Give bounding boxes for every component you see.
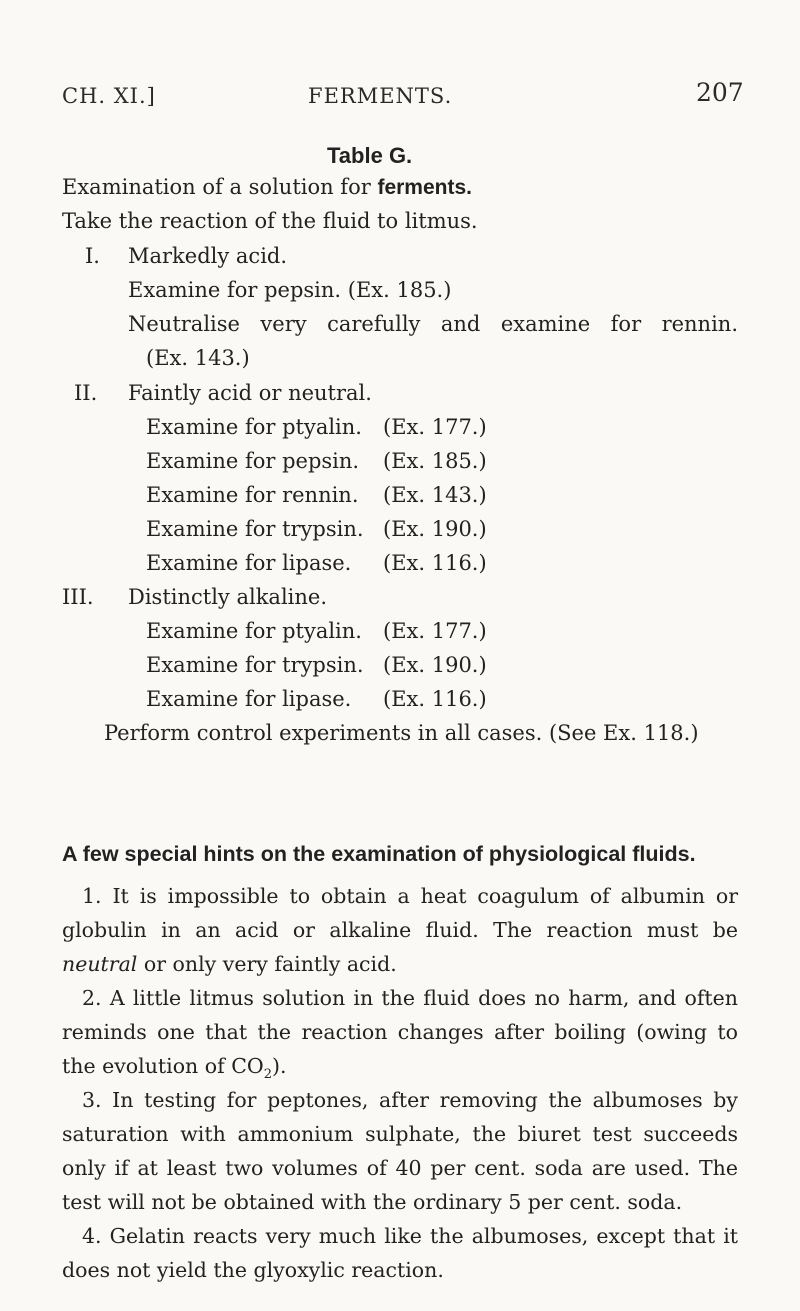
running-title: FERMENTS. <box>308 84 453 108</box>
section-2-row-ref: (Ex. 190.) <box>383 517 487 541</box>
section-2-row-ref: (Ex. 143.) <box>383 483 487 507</box>
section-2-row-ref: (Ex. 116.) <box>383 551 487 575</box>
hint-4-text: 4. Gelatin reacts very much like the albumoses, except that it does not yield the glyoxylic reaction. <box>62 1224 738 1282</box>
section-3-row-ref: (Ex. 190.) <box>383 653 487 677</box>
hint-1-italic: neutral <box>62 952 138 976</box>
table-title: Table G. <box>327 143 413 168</box>
section-2-row-test: Examine for ptyalin. <box>146 415 362 439</box>
table-intro-line-2: Take the reaction of the fluid to litmus. <box>62 209 478 233</box>
section-1-heading: Markedly acid. <box>128 244 288 268</box>
hint-1-text: 1. It is impossible to obtain a heat coagulum of albumin or globulin in an acid or alkaline fluid. The reaction must be <box>62 884 738 942</box>
section-3-row-ref: (Ex. 116.) <box>383 687 487 711</box>
table-footer-line: Perform control experiments in all cases. (See Ex. 118.) <box>104 721 699 745</box>
section-3-row-ref: (Ex. 177.) <box>383 619 487 643</box>
section-1-line-1: Examine for pepsin. (Ex. 185.) <box>128 278 452 302</box>
section-2-heading: Faintly acid or neutral. <box>128 381 372 405</box>
hints-heading: A few special hints on the examination of physiological fluids. <box>62 842 696 866</box>
intro-bold-word: ferments. <box>377 176 472 199</box>
section-3-heading: Distinctly alkaline. <box>128 585 328 609</box>
section-3-row-test: Examine for ptyalin. <box>146 619 362 643</box>
hint-paragraph-1 <box>62 879 738 981</box>
section-2-row-ref: (Ex. 177.) <box>383 415 487 439</box>
intro-text: Examination of a solution for <box>62 175 371 199</box>
section-1-number: I. <box>85 244 100 268</box>
chapter-label: CH. XI.] <box>62 84 156 108</box>
section-2-row-test: Examine for trypsin. <box>146 517 364 541</box>
hint-paragraph-2 <box>62 981 738 1092</box>
hint-paragraph-3 <box>62 1083 738 1219</box>
section-2-number: II. <box>74 381 98 405</box>
section-1-line-2: Neutralise very carefully and examine for rennin. <box>128 312 738 336</box>
section-2-row-test: Examine for lipase. <box>146 551 352 575</box>
section-3-row-test: Examine for lipase. <box>146 687 352 711</box>
hint-2-text-end: ). <box>271 1054 287 1078</box>
hint-2-subscript: 2 <box>263 1067 272 1083</box>
hint-1-text-end: or only very faintly acid. <box>143 952 397 976</box>
section-2-row-test: Examine for pepsin. <box>146 449 360 473</box>
page-number: 207 <box>696 78 744 107</box>
section-2-row-ref: (Ex. 185.) <box>383 449 487 473</box>
hint-2-text: 2. A little litmus solution in the fluid does no harm, and often reminds one that the reaction changes after boiling (owing to the evolution of CO <box>62 986 738 1078</box>
hint-paragraph-4 <box>62 1219 738 1287</box>
hint-3-text: 3. In testing for peptones, after removing the albumoses by saturation with ammonium sulphate, the biuret test succeeds only if at least two volumes of 40 per cent. soda are used. The test will not be obtained with the ordinary 5 per cent. soda. <box>62 1088 738 1214</box>
table-intro-line-1 <box>62 177 472 198</box>
section-3-row-test: Examine for trypsin. <box>146 653 364 677</box>
section-2-row-test: Examine for rennin. <box>146 483 359 507</box>
section-1-line-3: (Ex. 143.) <box>146 346 250 370</box>
section-3-number: III. <box>62 585 94 609</box>
